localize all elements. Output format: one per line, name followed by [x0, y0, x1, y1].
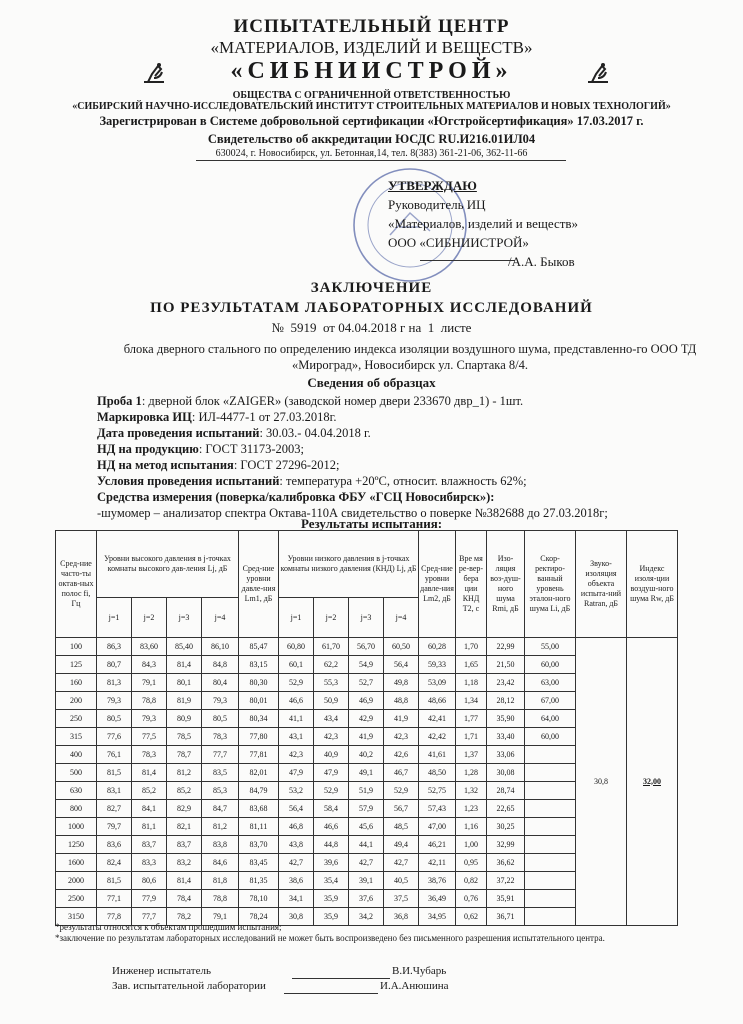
cell-high: 81,2	[167, 764, 202, 782]
cell-low: 41,9	[384, 710, 419, 728]
cell-lm1: 84,79	[239, 782, 279, 800]
col-high-levels: Уровни высокого давления в j-точках комнаты высокого дав-ления Lj, дБ	[97, 531, 239, 598]
cell-t2: 1,65	[456, 656, 487, 674]
cell-low: 40,5	[384, 872, 419, 890]
cell-li	[525, 872, 576, 890]
org-full-name: «СИБИРСКИЙ НАУЧНО-ИССЛЕДОВАТЕЛЬСКИЙ ИНСТИТУТ СТРОИТЕЛЬНЫХ МАТЕРИАЛОВ И НОВЫХ ТЕХНОЛОГИЙ»	[72, 101, 671, 112]
cell-lm2: 42,42	[419, 728, 456, 746]
cell-freq: 250	[56, 710, 97, 728]
cell-high: 77,9	[132, 890, 167, 908]
cell-low: 42,7	[384, 854, 419, 872]
cell-high: 85,2	[132, 782, 167, 800]
nd-product-line: НД на продукцию: ГОСТ 31173-2003;	[97, 442, 305, 456]
cell-li	[525, 890, 576, 908]
cell-low: 60,1	[279, 656, 314, 674]
cell-low: 42,9	[349, 710, 384, 728]
cell-li: 67,00	[525, 692, 576, 710]
cell-low: 47,9	[279, 764, 314, 782]
cell-ratran: 30,8	[576, 638, 627, 926]
cell-low: 35,9	[314, 890, 349, 908]
cell-high: 77,7	[202, 746, 239, 764]
header-divider	[196, 160, 566, 161]
cell-low: 46,8	[279, 818, 314, 836]
cell-t2: 1,77	[456, 710, 487, 728]
cell-low: 35,4	[314, 872, 349, 890]
cell-high: 84,8	[202, 656, 239, 674]
registration-line: Зарегистрирован в Системе добровольной сертификации «Югстройсертификация» 17.03.2017 г.	[99, 114, 644, 128]
engineer-name: В.И.Чубарь	[392, 965, 447, 977]
cell-freq: 1600	[56, 854, 97, 872]
cell-rmi: 30,25	[487, 818, 525, 836]
cell-lm1: 85,47	[239, 638, 279, 656]
cell-t2: 1,70	[456, 638, 487, 656]
cell-high: 83,5	[202, 764, 239, 782]
col-li: Скор-ректиро-ванный уровень эталон-ного шума Li, дБ	[525, 531, 576, 638]
cell-t2: 0,82	[456, 872, 487, 890]
cell-low: 42,3	[384, 728, 419, 746]
head-signature-line	[284, 993, 378, 994]
cell-low: 48,8	[384, 692, 419, 710]
cell-high: 83,6	[97, 836, 132, 854]
cell-high: 77,5	[132, 728, 167, 746]
cell-low: 55,3	[314, 674, 349, 692]
cell-li	[525, 782, 576, 800]
footnotes	[55, 922, 725, 944]
cell-low: 61,70	[314, 638, 349, 656]
cell-lm1: 82,01	[239, 764, 279, 782]
engineer-label: Инженер испытатель	[112, 965, 211, 977]
cell-lm2: 52,75	[419, 782, 456, 800]
cell-lm1: 83,15	[239, 656, 279, 674]
col-l-j1: j=1	[279, 598, 314, 638]
col-l-j3: j=3	[349, 598, 384, 638]
cell-rmi: 22,99	[487, 638, 525, 656]
cell-low: 52,7	[349, 674, 384, 692]
head-name: И.А.Анюшина	[380, 980, 449, 992]
cell-rmi: 33,40	[487, 728, 525, 746]
cell-lm2: 48,66	[419, 692, 456, 710]
cell-t2: 1,34	[456, 692, 487, 710]
cell-lm1: 81,35	[239, 872, 279, 890]
conditions-line: Условия проведения испытаний: температура +20ºС, относит. влажность 62%;	[97, 474, 527, 488]
cell-high: 83,2	[167, 854, 202, 872]
cell-li	[525, 746, 576, 764]
cell-lm1: 78,10	[239, 890, 279, 908]
cell-high: 82,9	[167, 800, 202, 818]
cell-high: 79,1	[202, 908, 239, 926]
accreditation-line: Свидетельство об аккредитации ЮСДС RU.И216.01ИЛ04	[207, 132, 536, 146]
approval-signature-line	[420, 260, 515, 261]
cell-freq: 160	[56, 674, 97, 692]
footnote-2: *заключение по результатам лабораторных исследований не может быть воспроизведено без письменного разрешения испытательного центра.	[55, 933, 605, 943]
cell-rmi: 21,50	[487, 656, 525, 674]
cell-low: 43,4	[314, 710, 349, 728]
cell-high: 81,5	[97, 764, 132, 782]
cell-high: 80,4	[202, 674, 239, 692]
cell-low: 44,1	[349, 836, 384, 854]
cell-low: 60,50	[384, 638, 419, 656]
cell-lm2: 46,21	[419, 836, 456, 854]
cell-high: 78,3	[202, 728, 239, 746]
samples-info	[97, 393, 727, 521]
org-legal-form: ОБЩЕСТВА С ОГРАНИЧЕННОЙ ОТВЕТСТВЕННОСТЬЮ	[232, 90, 511, 101]
cell-li	[525, 818, 576, 836]
cell-low: 56,70	[349, 638, 384, 656]
cell-low: 53,2	[279, 782, 314, 800]
cell-t2: 1,37	[456, 746, 487, 764]
cell-low: 30,8	[279, 908, 314, 926]
cell-t2: 1,18	[456, 674, 487, 692]
cell-high: 85,40	[167, 638, 202, 656]
cell-high: 81,5	[97, 872, 132, 890]
cell-low: 39,1	[349, 872, 384, 890]
cell-li: 55,00	[525, 638, 576, 656]
cell-low: 49,1	[349, 764, 384, 782]
cell-low: 56,7	[384, 800, 419, 818]
col-l-j2: j=2	[314, 598, 349, 638]
cell-lm1: 77,80	[239, 728, 279, 746]
probe-line: Проба 1: дверной блок «ZAIGER» (заводской номер двери 233670 двр_1) - 1шт.	[97, 394, 524, 408]
cell-high: 84,3	[132, 656, 167, 674]
cell-low: 43,8	[279, 836, 314, 854]
cell-low: 42,3	[279, 746, 314, 764]
cell-high: 81,3	[97, 674, 132, 692]
marking-line: Маркировка ИЦ: ИЛ-4477-1 от 27.03.2018г.	[97, 410, 337, 424]
col-t2: Вре мя ре-вер-бера ции КНД Т2, с	[456, 531, 487, 638]
cell-high: 80,5	[97, 710, 132, 728]
doc-subtitle: ПО РЕЗУЛЬТАТАМ ЛАБОРАТОРНЫХ ИССЛЕДОВАНИЙ	[150, 300, 593, 316]
col-freq: Сред-ние часто-ты октав-ных полос fi, Гц	[56, 531, 97, 638]
cell-high: 86,3	[97, 638, 132, 656]
cell-low: 41,1	[279, 710, 314, 728]
cell-high: 86,10	[202, 638, 239, 656]
cell-li: 63,00	[525, 674, 576, 692]
cell-high: 79,3	[132, 710, 167, 728]
cell-rmi: 30,08	[487, 764, 525, 782]
cell-high: 83,1	[97, 782, 132, 800]
cell-freq: 100	[56, 638, 97, 656]
cell-lm1: 83,70	[239, 836, 279, 854]
test-date-line: Дата проведения испытаний: 30.03.- 04.04.2018 г.	[97, 426, 371, 440]
cell-low: 60,80	[279, 638, 314, 656]
cell-low: 45,6	[349, 818, 384, 836]
cell-lm1: 80,01	[239, 692, 279, 710]
cell-t2: 1,00	[456, 836, 487, 854]
col-lm2: Сред-ние уровни давле-ния Lm2, дБ	[419, 531, 456, 638]
cell-high: 77,6	[97, 728, 132, 746]
cell-high: 81,8	[202, 872, 239, 890]
cell-rmi: 32,99	[487, 836, 525, 854]
approval-center: «Материалов, изделий и веществ»	[388, 216, 579, 231]
cell-lm2: 41,61	[419, 746, 456, 764]
cell-low: 46,6	[314, 818, 349, 836]
cell-high: 83,7	[132, 836, 167, 854]
cell-low: 40,9	[314, 746, 349, 764]
approval-signer: /А.А. Быков	[508, 254, 575, 269]
cell-rmi: 28,74	[487, 782, 525, 800]
col-rmi: Изо-ляция воз-душ-ного шума Rmi, дБ	[487, 531, 525, 638]
approval-position: Руководитель ИЦ	[388, 197, 486, 212]
cell-low: 49,4	[384, 836, 419, 854]
cell-high: 77,7	[132, 908, 167, 926]
cell-high: 81,4	[167, 656, 202, 674]
doc-title: ЗАКЛЮЧЕНИЕ	[310, 280, 433, 296]
cell-freq: 3150	[56, 908, 97, 926]
cell-t2: 0,95	[456, 854, 487, 872]
col-low-levels: Уровни низкого давления в j-точках комнаты низкого давления (КНД) Lj, дБ	[279, 531, 419, 598]
cell-t2: 1,16	[456, 818, 487, 836]
cell-high: 80,5	[202, 710, 239, 728]
address-line: 630024, г. Новосибирск, ул. Бетонная,14, тел. 8(383) 361-21-06, 362-11-66	[215, 148, 528, 159]
cell-low: 47,9	[314, 764, 349, 782]
results-heading: Результаты испытания:	[300, 516, 443, 531]
col-ratran: Звуко-изоляция объекта испыта-ний Ratran, дБ	[576, 531, 627, 638]
cell-low: 34,1	[279, 890, 314, 908]
cell-low: 52,9	[384, 782, 419, 800]
cell-low: 39,6	[314, 854, 349, 872]
cell-lm2: 42,41	[419, 710, 456, 728]
cell-high: 77,1	[97, 890, 132, 908]
col-lm1: Сред-ние уровни давле-ния Lm1, дБ	[239, 531, 279, 638]
cell-rmi: 23,42	[487, 674, 525, 692]
col-rw: Индекс изоля-ции воздуш-ного шума Rw, дБ	[627, 531, 678, 638]
results-body	[56, 638, 678, 926]
cell-high: 81,2	[202, 818, 239, 836]
head-label: Зав. испытательной лаборатории	[112, 980, 266, 992]
cell-high: 77,8	[97, 908, 132, 926]
cell-high: 83,8	[202, 836, 239, 854]
cell-low: 48,5	[384, 818, 419, 836]
cell-low: 51,9	[349, 782, 384, 800]
cell-lm2: 34,95	[419, 908, 456, 926]
cell-high: 80,6	[132, 872, 167, 890]
cell-low: 58,4	[314, 800, 349, 818]
cell-low: 46,6	[279, 692, 314, 710]
cell-low: 40,2	[349, 746, 384, 764]
cell-high: 76,1	[97, 746, 132, 764]
cell-lm1: 81,11	[239, 818, 279, 836]
cell-high: 80,7	[97, 656, 132, 674]
cell-low: 36,8	[384, 908, 419, 926]
cell-lm1: 77,81	[239, 746, 279, 764]
cell-high: 78,7	[167, 746, 202, 764]
cell-low: 44,8	[314, 836, 349, 854]
cell-freq: 125	[56, 656, 97, 674]
cell-t2: 1,32	[456, 782, 487, 800]
cell-freq: 1000	[56, 818, 97, 836]
cell-high: 79,7	[97, 818, 132, 836]
cell-low: 46,9	[349, 692, 384, 710]
doc-number: 5919	[290, 320, 317, 335]
sheets-count: 1	[427, 320, 435, 335]
cell-low: 42,6	[384, 746, 419, 764]
nd-method-line: НД на метод испытания: ГОСТ 27296-2012;	[97, 458, 340, 472]
cell-t2: 0,76	[456, 890, 487, 908]
org-name-line1: ИСПЫТАТЕЛЬНЫЙ ЦЕНТР	[233, 16, 510, 37]
cell-high: 78,2	[167, 908, 202, 926]
cell-lm2: 59,33	[419, 656, 456, 674]
cell-high: 79,3	[97, 692, 132, 710]
cell-rmi: 35,91	[487, 890, 525, 908]
cell-rmi: 37,22	[487, 872, 525, 890]
cell-high: 84,6	[202, 854, 239, 872]
cell-low: 52,9	[279, 674, 314, 692]
col-h-j1: j=1	[97, 598, 132, 638]
cell-lm1: 83,45	[239, 854, 279, 872]
logo-block	[0, 58, 743, 88]
cell-t2: 1,71	[456, 728, 487, 746]
col-h-j2: j=2	[132, 598, 167, 638]
cell-freq: 200	[56, 692, 97, 710]
cell-freq: 500	[56, 764, 97, 782]
microscope-icon-right	[584, 60, 612, 84]
cell-high: 82,4	[97, 854, 132, 872]
approval-block	[388, 176, 578, 271]
cell-freq: 2000	[56, 872, 97, 890]
cell-low: 52,9	[314, 782, 349, 800]
cell-freq: 400	[56, 746, 97, 764]
cell-high: 83,3	[132, 854, 167, 872]
col-h-j4: j=4	[202, 598, 239, 638]
cell-high: 78,3	[132, 746, 167, 764]
cell-high: 78,8	[132, 692, 167, 710]
cell-high: 84,7	[202, 800, 239, 818]
cell-low: 50,9	[314, 692, 349, 710]
cell-t2: 0,62	[456, 908, 487, 926]
cell-low: 56,4	[384, 656, 419, 674]
cell-lm2: 60,28	[419, 638, 456, 656]
doc-number-line	[0, 320, 743, 336]
doc-date: от 04.04.2018 г на	[322, 320, 422, 335]
cell-lm2: 36,49	[419, 890, 456, 908]
engineer-signature-line	[292, 978, 390, 979]
cell-low: 34,2	[349, 908, 384, 926]
cell-high: 79,1	[132, 674, 167, 692]
cell-t2: 1,28	[456, 764, 487, 782]
cell-rmi: 36,62	[487, 854, 525, 872]
cell-low: 43,1	[279, 728, 314, 746]
cell-lm2: 42,11	[419, 854, 456, 872]
cell-li	[525, 764, 576, 782]
means-label-line: Средства измерения (поверка/калибровка ФБУ «ГСЦ Новосибирск»):	[97, 490, 495, 504]
cell-high: 83,7	[167, 836, 202, 854]
footnote-1: *результаты относятся к объектам прошедшим испытания;	[55, 922, 282, 932]
cell-low: 56,4	[279, 800, 314, 818]
cell-high: 78,4	[167, 890, 202, 908]
cell-high: 82,1	[167, 818, 202, 836]
cell-t2: 1,23	[456, 800, 487, 818]
cell-high: 81,9	[167, 692, 202, 710]
cell-low: 54,9	[349, 656, 384, 674]
results-table	[55, 530, 678, 926]
cell-rmi: 22,65	[487, 800, 525, 818]
cell-high: 85,3	[202, 782, 239, 800]
cell-high: 80,9	[167, 710, 202, 728]
number-sign: №	[271, 320, 284, 335]
cell-li	[525, 800, 576, 818]
cell-low: 42,7	[349, 854, 384, 872]
cell-rmi: 35,90	[487, 710, 525, 728]
cell-low: 35,9	[314, 908, 349, 926]
approval-company: ООО «СИБНИИСТРОЙ»	[388, 235, 529, 250]
cell-lm2: 53,09	[419, 674, 456, 692]
logo-text: «СИБНИИСТРОЙ»	[230, 58, 513, 84]
cell-freq: 800	[56, 800, 97, 818]
means-text-line: -шумомер – анализатор спектра Октава-110А свидетельство о поверке №382688 до 27.03.2018г;	[97, 506, 608, 520]
cell-low: 37,6	[349, 890, 384, 908]
doc-description: блока дверного стального по определению индекса изоляции воздушного шума, представленно-го ООО ТД «Мироград», Новосибирск ул. Спартака 8/4.	[123, 342, 697, 372]
cell-rw: 32,00	[627, 638, 678, 926]
cell-freq: 630	[56, 782, 97, 800]
cell-low: 38,6	[279, 872, 314, 890]
cell-high: 81,4	[167, 872, 202, 890]
cell-lm2: 57,43	[419, 800, 456, 818]
cell-lm2: 48,50	[419, 764, 456, 782]
cell-rmi: 33,06	[487, 746, 525, 764]
col-h-j3: j=3	[167, 598, 202, 638]
cell-high: 80,1	[167, 674, 202, 692]
samples-heading: Сведения об образцах	[307, 375, 436, 390]
cell-li	[525, 854, 576, 872]
cell-high: 83,60	[132, 638, 167, 656]
col-l-j4: j=4	[384, 598, 419, 638]
cell-low: 41,9	[349, 728, 384, 746]
cell-low: 42,3	[314, 728, 349, 746]
cell-rmi: 36,71	[487, 908, 525, 926]
cell-high: 79,3	[202, 692, 239, 710]
cell-high: 81,1	[132, 818, 167, 836]
cell-lm1: 78,24	[239, 908, 279, 926]
cell-freq: 2500	[56, 890, 97, 908]
cell-rmi: 28,12	[487, 692, 525, 710]
cell-li	[525, 836, 576, 854]
cell-freq: 1250	[56, 836, 97, 854]
cell-lm1: 83,68	[239, 800, 279, 818]
cell-high: 81,4	[132, 764, 167, 782]
cell-high: 78,8	[202, 890, 239, 908]
cell-high: 78,5	[167, 728, 202, 746]
approval-title: УТВЕРЖДАЮ	[388, 178, 477, 193]
cell-li: 60,00	[525, 656, 576, 674]
cell-li: 60,00	[525, 728, 576, 746]
cell-low: 46,7	[384, 764, 419, 782]
cell-low: 62,2	[314, 656, 349, 674]
sheets-suffix: листе	[440, 320, 472, 335]
cell-low: 57,9	[349, 800, 384, 818]
org-name-line2: «МАТЕРИАЛОВ, ИЗДЕЛИЙ И ВЕЩЕСТВ»	[210, 38, 533, 57]
cell-li: 64,00	[525, 710, 576, 728]
cell-high: 85,2	[167, 782, 202, 800]
cell-lm1: 80,34	[239, 710, 279, 728]
cell-lm1: 80,30	[239, 674, 279, 692]
cell-low: 42,7	[279, 854, 314, 872]
table-row	[56, 638, 678, 656]
cell-lm2: 47,00	[419, 818, 456, 836]
cell-low: 37,5	[384, 890, 419, 908]
cell-high: 82,7	[97, 800, 132, 818]
cell-low: 49,8	[384, 674, 419, 692]
cell-lm2: 38,76	[419, 872, 456, 890]
cell-freq: 315	[56, 728, 97, 746]
cell-high: 84,1	[132, 800, 167, 818]
